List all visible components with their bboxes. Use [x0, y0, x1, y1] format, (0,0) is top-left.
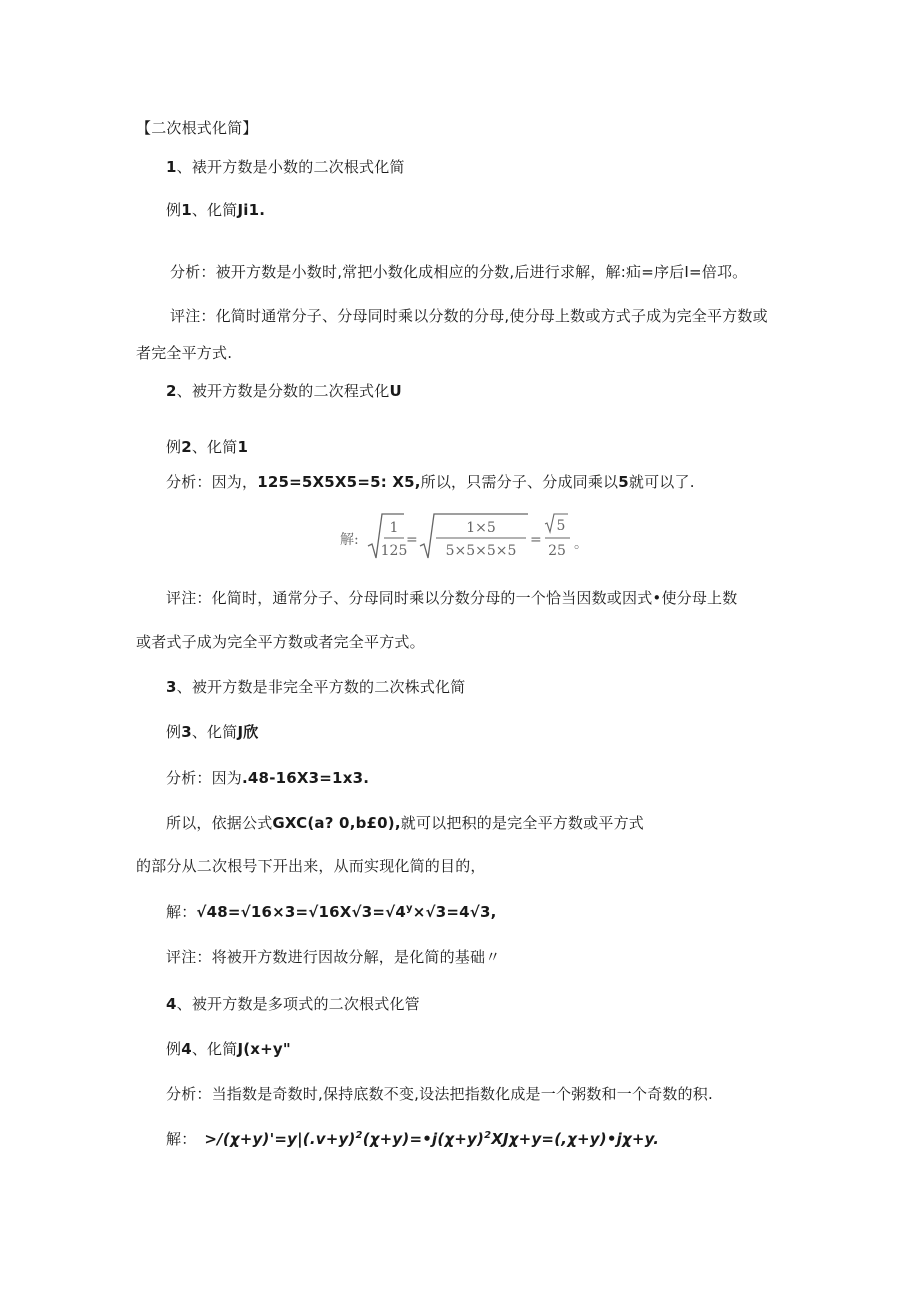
solution-4	[166, 1129, 659, 1149]
example-prefix: 例	[166, 1040, 182, 1058]
example-number: 4	[181, 1040, 192, 1058]
example-number: 3	[181, 723, 192, 741]
example-1	[166, 200, 265, 220]
analysis-2-b: 125=5X5X5=5: X5,	[257, 473, 421, 491]
section-heading-text: 、被开方数是多项式的二次根式化管	[176, 995, 420, 1013]
fraction-2-numerator: 1×5	[466, 520, 496, 536]
section-title: 【二次根式化简】	[136, 119, 258, 137]
fraction-3-numerator: 5	[556, 518, 566, 534]
analysis-3	[166, 768, 369, 788]
solution-4-sup-1: 2	[355, 1130, 363, 1141]
example-mid: 、化简	[191, 723, 238, 741]
example-4	[166, 1039, 291, 1059]
note-1-line-2: 者完全平方式.	[136, 344, 233, 362]
example-prefix: 例	[166, 723, 182, 741]
solution-label: 解：	[166, 1130, 197, 1148]
section-heading-text: 、裱开方数是小数的二次根式化简	[176, 158, 405, 176]
example-mid: 、化简	[191, 1040, 238, 1058]
analysis-2-c: 所以，只需分子、分成同乘以	[420, 473, 619, 491]
analysis-1: 分析：被开方数是小数时,常把小数化成相应的分数,后进行求解，解:疝=序后I=倍邛。	[170, 263, 748, 281]
section-4-heading	[166, 994, 420, 1014]
analysis-2-d: 5	[618, 473, 629, 491]
fraction-1-denominator: 125	[380, 543, 408, 559]
conclusion-3-a: 所以，依据公式	[166, 814, 273, 832]
fraction-1-numerator: 1	[389, 520, 399, 536]
solution-label: 解：	[166, 903, 197, 921]
analysis-3-a: 分析：因为	[166, 769, 243, 787]
solution-3-a: √48=√16×3=√16X√3=√4	[196, 903, 407, 921]
note-2-line-1: 评注：化简时，通常分子、分母同时乘以分数分母的一个恰当因数或因式•使分母上数	[166, 589, 738, 607]
fraction-2-denominator: 5×5×5×5	[445, 543, 517, 559]
formula-end: 。	[574, 536, 588, 552]
solution-4-c: XJχ+y=(,χ+y)•jχ+y.	[491, 1130, 660, 1148]
analysis-3-b: .48-16X3=1x3.	[242, 769, 370, 787]
section-heading-tail: U	[389, 382, 402, 400]
example-2	[166, 437, 248, 457]
section-2-heading	[166, 381, 402, 401]
section-heading-text: 、被开方数是非完全平方数的二次株式化简	[176, 678, 466, 696]
solution-3-b: ×√3=4√3,	[412, 903, 497, 921]
section-number: 3	[166, 678, 177, 696]
section-number: 4	[166, 995, 177, 1013]
example-expression: J(x+y"	[237, 1040, 291, 1058]
solution-4-sup-2: 2	[484, 1130, 492, 1141]
solution-4-a: >/(χ+y)'=y|(.v+y)	[204, 1130, 356, 1148]
conclusion-3-line-1	[166, 813, 644, 833]
equals-sign: =	[530, 532, 542, 548]
note-2-line-2: 或者式子成为完全平方数或者完全平方式。	[136, 633, 425, 651]
example-3	[166, 722, 258, 742]
solution-4-b: (χ+y)=•j(χ+y)	[362, 1130, 485, 1148]
example-expression: Ji1.	[237, 201, 266, 219]
example-number: 2	[181, 438, 192, 456]
section-1-heading	[166, 157, 405, 177]
solution-3	[166, 902, 497, 922]
conclusion-3-c: 就可以把积的是完全平方数或平方式	[400, 814, 644, 832]
example-number: 1	[181, 201, 192, 219]
conclusion-3-b: GXC(a? 0,b£0),	[272, 814, 401, 832]
section-number: 2	[166, 382, 177, 400]
example-mid: 、化简	[191, 201, 238, 219]
analysis-2	[166, 472, 695, 492]
note-3: 评注：将被开方数进行因故分解，是化简的基础〃	[166, 948, 501, 966]
example-expression: 1	[237, 438, 249, 456]
example-prefix: 例	[166, 201, 182, 219]
formula-label: 解:	[340, 532, 359, 548]
section-heading-text: 、被开方数是分数的二次程式化	[176, 382, 390, 400]
solution-2-formula	[338, 508, 588, 570]
conclusion-3-line-2: 的部分从二次根号下开出来，从而实现化简的目的，	[136, 857, 486, 875]
solution-3-sup: y	[406, 903, 413, 914]
fraction-3-denominator: 25	[548, 543, 566, 559]
section-3-heading	[166, 677, 465, 697]
analysis-2-e: 就可以了.	[628, 473, 695, 491]
section-number: 1	[166, 158, 177, 176]
analysis-2-a: 分析：因为，	[166, 473, 258, 491]
analysis-4: 分析：当指数是奇数时,保持底数不变,设法把指数化成是一个粥数和一个奇数的积.	[166, 1085, 713, 1103]
example-prefix: 例	[166, 438, 182, 456]
example-mid: 、化简	[191, 438, 238, 456]
equals-sign: =	[406, 532, 418, 548]
note-1-line-1: 评注：化简时通常分子、分母同时乘以分数的分母,使分母上数或方式子成为完全平方数或	[170, 307, 768, 325]
example-expression: J欣	[237, 723, 259, 741]
